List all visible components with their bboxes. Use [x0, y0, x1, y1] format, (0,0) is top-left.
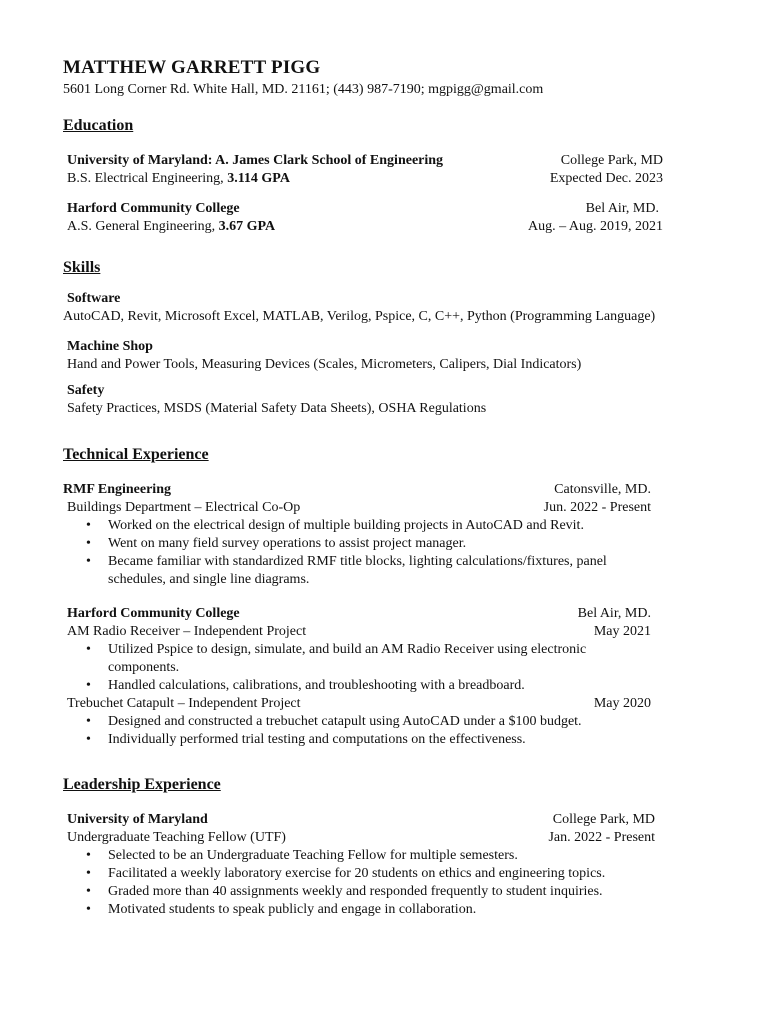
- education-heading: Education: [63, 117, 134, 134]
- job-role: Buildings Department – Electrical Co-Op: [67, 500, 301, 515]
- employer-location: Catonsville, MD.: [554, 482, 651, 497]
- list-item: • Worked on the electrical design of multiple building projects in AutoCAD and Revit.: [108, 517, 618, 535]
- gpa-value: 3.114 GPA: [227, 171, 290, 186]
- project-date: May 2021: [593, 624, 651, 639]
- project-date: May 2020: [593, 696, 651, 711]
- job-bullets: [63, 517, 618, 589]
- degree-line: [63, 218, 663, 236]
- job-date: Jan. 2022 - Present: [548, 830, 655, 845]
- list-item: • Selected to be an Undergraduate Teaching Fellow for multiple semesters.: [108, 847, 655, 865]
- project-role: AM Radio Receiver – Independent Project: [67, 624, 307, 639]
- school-location: Bel Air, MD.: [585, 201, 659, 216]
- job-bullets: [63, 847, 655, 919]
- job-role-line: [63, 499, 651, 517]
- degree-date: Expected Dec. 2023: [549, 171, 663, 186]
- employer-location: College Park, MD: [552, 812, 655, 827]
- employer-name: Harford Community College: [67, 606, 240, 621]
- applicant-name: MATTHEW GARRETT PIGG: [63, 57, 321, 78]
- degree-date: Aug. – Aug. 2019, 2021: [528, 219, 663, 234]
- list-item: • Motivated students to speak publicly and engage in collaboration.: [108, 901, 655, 919]
- job-header: [63, 481, 651, 499]
- leadership-experience-section: [63, 775, 655, 919]
- list-item: • Handled calculations, calibrations, and troubleshooting with a breadboard.: [108, 677, 628, 695]
- list-item: • Graded more than 40 assignments weekly and responded frequently to student inquiries.: [108, 883, 655, 901]
- skill-group-text: Hand and Power Tools, Measuring Devices (Scales, Micrometers, Calipers, Dial Indicators): [67, 357, 582, 372]
- list-item: • Went on many field survey operations to assist project manager.: [108, 535, 618, 553]
- list-item: • Designed and constructed a trebuchet catapult using AutoCAD under a $100 budget.: [108, 713, 648, 731]
- gpa-value: 3.67 GPA: [218, 219, 276, 234]
- degree-line: [63, 170, 663, 188]
- list-item: • Became familiar with standardized RMF title blocks, lighting calculations/fixtures, panel schedules, and single line diagrams.: [108, 553, 618, 589]
- project-bullets: [63, 713, 648, 749]
- list-item: • Facilitated a weekly laboratory exercise for 20 students on ethics and engineering topics.: [108, 865, 655, 883]
- technical-experience-heading: Technical Experience: [63, 446, 209, 463]
- skill-group-text: Safety Practices, MSDS (Material Safety Data Sheets), OSHA Regulations: [67, 401, 487, 416]
- job-header: [63, 605, 651, 623]
- skill-group-text: AutoCAD, Revit, Microsoft Excel, MATLAB, Verilog, Pspice, C, C++, Python (Programming Language): [63, 309, 656, 324]
- project-bullets: [63, 641, 628, 695]
- job-header: [63, 811, 655, 829]
- school-name: Harford Community College: [67, 201, 240, 216]
- job-date: Jun. 2022 - Present: [543, 500, 651, 515]
- list-item: • Utilized Pspice to design, simulate, and build an AM Radio Receiver using electronic components.: [108, 641, 628, 677]
- contact-line: 5601 Long Corner Rd. White Hall, MD. 21161; (443) 987-7190; mgpigg@gmail.com: [63, 82, 544, 97]
- project-role-line: [63, 623, 651, 641]
- skill-group-heading: Machine Shop: [67, 339, 153, 354]
- education-entry-header: [63, 200, 663, 218]
- school-location: College Park, MD: [560, 153, 663, 168]
- degree-text: B.S. Electrical Engineering,: [67, 171, 228, 186]
- employer-location: Bel Air, MD.: [577, 606, 651, 621]
- skill-group-heading: Software: [67, 291, 121, 306]
- project-role-line: [63, 695, 651, 713]
- education-section: [63, 116, 663, 236]
- job-role-line: [63, 829, 655, 847]
- skill-group-heading: Safety: [67, 383, 105, 398]
- leadership-experience-heading: Leadership Experience: [63, 776, 221, 793]
- technical-experience-section: [63, 445, 651, 749]
- school-name: University of Maryland: A. James Clark School of Engineering: [67, 153, 444, 168]
- job-role: Undergraduate Teaching Fellow (UTF): [67, 830, 286, 845]
- degree-text: A.S. General Engineering,: [67, 219, 219, 234]
- employer-name: University of Maryland: [67, 812, 208, 827]
- list-item: • Individually performed trial testing and computations on the effectiveness.: [108, 731, 648, 749]
- education-entry-header: [63, 152, 663, 170]
- skills-section: [63, 258, 723, 418]
- employer-name: RMF Engineering: [63, 482, 171, 497]
- project-role: Trebuchet Catapult – Independent Project: [67, 696, 301, 711]
- skills-heading: Skills: [63, 259, 101, 276]
